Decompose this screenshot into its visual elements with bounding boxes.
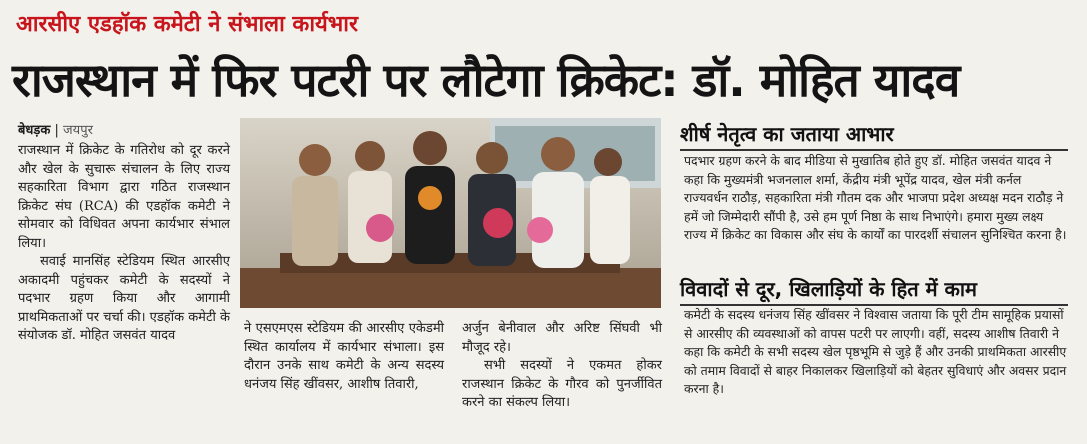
right-paragraph-1: पदभार ग्रहण करने के बाद मीडिया से मुखातिब होते हुए डॉ. मोहित जसवंत यादव ने कहा कि मुख्यमंत्री भजनलाल शर्मा, केंद्रीय मंत्री भूपेंद्र यादव, खेल मंत्री कर्नल राज्यवर्धन राठौड़, सहकारिता मंत्री गौतम दक और भाजपा प्रदेश अध्यक्ष मदन राठौड़ ने हमें जो जिम्मेदारी सौंपी है, उसे हम पूर्ण निष्ठा के साथ निभाएंगे। हमारा मुख्य लक्ष्य राज्य में क्रिकेट का विकास और संघ के कार्यों का पारदर्शी संचालन सुनिश्चित करना है। [684,153,1067,243]
byline-city: जयपुर [63,123,93,138]
headline: राजस्थान में फिर पटरी पर लौटेगा क्रिकेट: डॉ. मोहित यादव [12,53,960,107]
subheading-gratitude: शीर्ष नेतृत्व का जताया आभार [680,120,1068,151]
paragraph: सभी सदस्यों ने एकमत होकर राजस्थान क्रिकेट के गौरव को पुनर्जीवित करने का संकल्प लिया। [462,358,662,410]
column-2 [244,320,444,394]
group-photo-illustration [240,118,661,308]
paragraph: सवाई मानसिंह स्टेडियम स्थित आरसीए अकादमी पहुंचकर कमेटी के सदस्यों ने पदभार ग्रहण किया और आगामी प्राथमिकताओं पर चर्चा की। एडहॉक कमेटी के संयोजक डॉ. मोहित जसवंत यादव [18,254,230,343]
right-paragraph-2: कमेटी के सदस्य धनंजय सिंह खींवसर ने विश्वास जताया कि पूरी टीम सामूहिक प्रयासों से आरसीए की व्यवस्थाओं को वापस पटरी पर लाएगी। वहीं, सदस्य आशीष तिवारी ने कहा कि कमेटी के सभी सदस्य खेल पृष्ठभूमि से जुड़े हैं और उनकी प्राथमिकता आरसीए को तमाम विवादों से बाहर निकालकर खिलाड़ियों को बेहतर सुविधाएं और अवसर प्रदान करना है। [684,307,1067,397]
byline [18,120,93,138]
subheading-away-from-disputes: विवादों से दूर, खिलाड़ियों के हित में काम [680,275,1068,306]
news-photo [240,118,661,308]
byline-brand: बेधड़क [18,123,51,138]
paragraph: ने एसएमएस स्टेडियम की आरसीए एकेडमी स्थित कार्यालय में कार्यभार संभाला। इस दौरान उनके साथ कमेटी के अन्य सदस्य धनंजय सिंह खींवसर, आशीष तिवारी, [244,321,444,392]
section-kicker: आरसीए एडहॉक कमेटी ने संभाला कार्यभार [16,12,358,37]
paragraph: राजस्थान में क्रिकेट के गतिरोध को दूर करने और खेल के सुचारू संचालन के लिए राज्य सहकारिता विभाग द्वारा गठित राजस्थान क्रिकेट संघ (RCA) की एडहॉक कमेटी ने सोमवार को विधिवत अपना कार्यभार संभाल लिया। [18,143,230,251]
column-3 [462,320,662,413]
column-1 [18,142,230,444]
paragraph: अर्जुन बेनीवाल और अरिष्ट सिंघवी भी मौजूद रहे। [462,321,662,355]
byline-separator: | [54,123,59,138]
